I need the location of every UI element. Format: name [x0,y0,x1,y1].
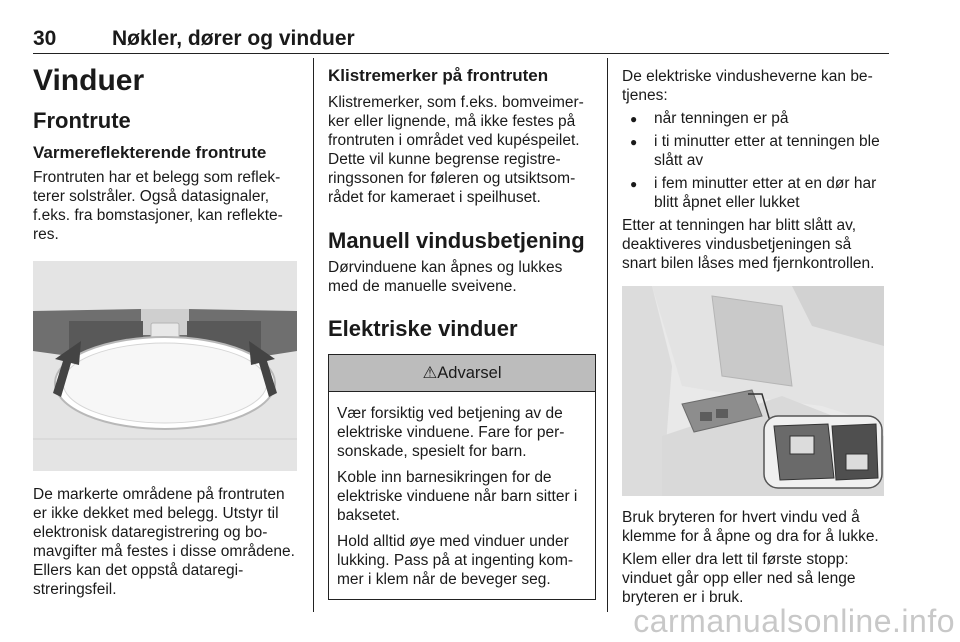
list-item: ● i ti minutter etter at tenningen ble slått av [654,132,888,170]
section-title: Vinduer [33,64,145,97]
windshield-mirror-illustration [33,261,297,471]
paragraph: Klem eller dra lett til første stopp: vinduet går opp eller ned så lenge bryteren er i bruk. [622,551,856,606]
warning-header [329,355,595,392]
paragraph: De markerte områdene på frontruten er ikke dekket med belegg. Utstyr til elektronisk dataregistrering og bomavgifter må festes i disse områdene. Ellers kan det oppstå dataregistreringsfeil. [33,486,295,598]
column-right [622,62,888,607]
list-item: ● når tenningen er på [654,109,888,128]
column-divider [313,58,314,612]
warning-paragraph: Vær forsiktig ved betjening av de elektriske vinduene. Fare for personskade, spesielt for barn. [337,405,565,460]
paragraph: Dørvinduene kan åpnes og lukkes med de manuelle sveivene. [328,259,563,295]
topic-heading: Varmereflekterende frontrute [33,143,267,162]
window-switch-illustration [622,286,884,496]
list-item: ● i fem minutter etter at en dør har blitt åpnet eller lukket [654,174,888,212]
paragraph: Frontruten har et belegg som reflekterer solstråler. Også datasignaler, f.eks. fra bomstasjoner, kan reflekteres. [33,169,283,243]
paragraph: De elektriske vindusheverne kan betjenes: [622,68,873,104]
warning-box [328,354,596,600]
topic-heading: Klistremerker på frontruten [328,66,549,85]
subsection-title: Elektriske vinduer [328,316,518,341]
running-title: Nøkler, dører og vinduer [112,27,355,50]
subsection-title: Manuell vindusbetjening [328,228,585,253]
warning-body [329,392,595,599]
column-middle [328,62,596,600]
watermark: carmanualsonline.info [633,603,955,639]
paragraph: Bruk bryteren for hvert vindu ved å klemme for å åpne og dra for å lukke. [622,509,879,545]
page-number: 30 [33,27,57,50]
paragraph: Etter at tenningen har blitt slått av, deaktiveres vindusbetjeningen så snart bilen låses med fjernkontrollen. [622,217,875,272]
subsection-title: Frontrute [33,108,131,133]
page-header [33,27,889,54]
window-switch-image [622,286,884,496]
warning-paragraph: Hold alltid øye med vinduer under lukking. Pass på at ingenting kommer i klem når de beveger seg. [337,533,574,588]
paragraph: Klistremerker, som f.eks. bomveimerker eller lignende, må ikke festes på frontruten i området ved kupéspeilet. Dette vil kunne begrense registreringssonen for føleren og utsiktsområdet for kameraet i speilhuset. [328,94,584,206]
warning-title: Advarsel [437,364,502,382]
column-left [33,62,300,599]
windshield-mirror-image [33,261,297,471]
bullet-list [622,109,888,212]
column-divider [607,58,608,612]
warning-paragraph: Koble inn barnesikringen for de elektriske vinduene når barn sitter i baksetet. [337,469,578,524]
warning-icon: ⚠ [422,364,438,382]
